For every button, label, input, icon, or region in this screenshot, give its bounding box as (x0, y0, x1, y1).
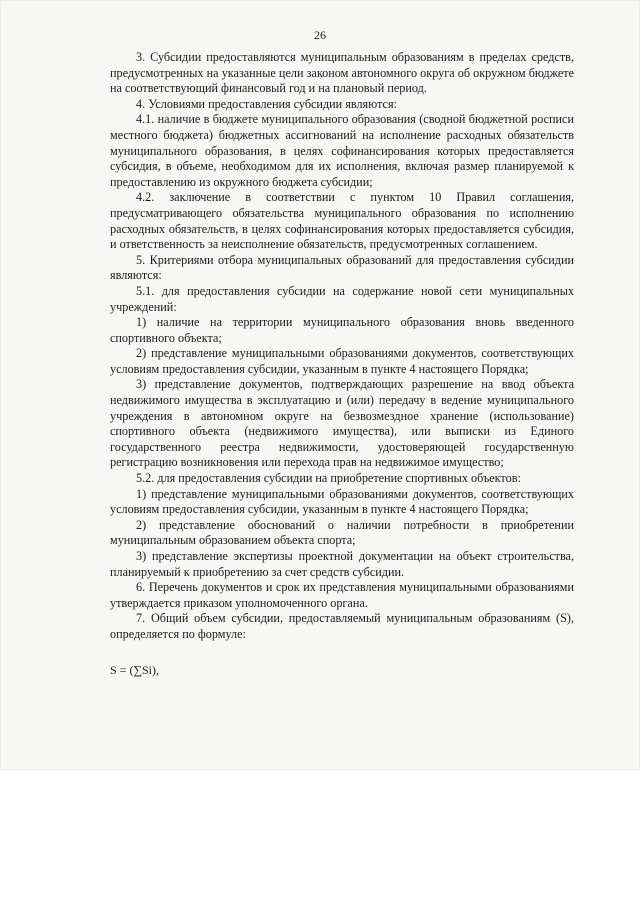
paragraph-4-1: 4.1. наличие в бюджете муниципального образования (сводной бюджетной росписи местного бюджета) бюджетных ассигнований на исполнение расходных обязательств муниципального образования, в целях софинансирования которых предоставляется субсидия, в объеме, необходимом для их исполнения, включая размер планируемой к предоставлению из окружного бюджета субсидии; (110, 112, 574, 189)
page-number: 26 (314, 28, 326, 42)
paragraph-5: 5. Критериями отбора муниципальных образований для предоставления субсидии являются: (110, 252, 574, 283)
paragraph-3: 3. Субсидии предоставляются муниципальным образованиям в пределах средств, предусмотренных на указанные цели законом автономного округа об окружном бюджете на соответствующий финансовый год и на плановый период. (110, 50, 574, 96)
formula: S = (∑Si), (110, 662, 159, 677)
paragraph-5-2-item-3: 3) представление экспертизы проектной документации на объект строительства, планируемый к приобретению за счет средств субсидии. (110, 549, 574, 579)
paragraph-5-1-item-3: 3) представление документов, подтверждающих разрешение на ввод объекта недвижимого имущества в эксплуатацию и (или) передачу в ведение муниципального учреждения в автономном округе на безвозмездное хранение (использование) спортивного объекта (недвижимого имущества), или выписки из Единого государственного реестра недвижимости, удостоверяющей государственную регистрацию возникновения или перехода прав на недвижимое имущество; (110, 377, 574, 470)
paragraph-5-2: 5.2. для предоставления субсидии на приобретение спортивных объектов: (136, 471, 521, 486)
paragraph-5-2-item-1: 1) представление муниципальными образованиями документов, соответствующих условиям предоставления субсидии, указанным в пункте 4 настоящего Порядка; (110, 486, 574, 517)
paragraph-6: 6. Перечень документов и срок их представления муниципальными образованиями утверждается приказом уполномоченного органа. (110, 580, 574, 610)
paragraph-4-2: 4.2. заключение в соответствии с пунктом 10 Правил соглашения, предусматривающего обязательства муниципального образования по исполнению расходных обязательств, в целях софинансирования которых предоставляется субсидия, и ответственность за неисполнение обязательств, предусмотренных соглашением. (110, 190, 574, 252)
blank-area (0, 770, 640, 905)
paragraph-4: 4. Условиями предоставления субсидии являются: (136, 96, 397, 111)
paragraph-5-1-item-1: 1) наличие на территории муниципального образования вновь введенного спортивного объекта; (110, 315, 574, 345)
paragraph-5-1: 5.1. для предоставления субсидии на содержание новой сети муниципальных учреждений: (110, 283, 574, 314)
paragraph-5-1-item-2: 2) представление муниципальными образованиями документов, соответствующих условиям предоставления субсидии, указанным в пункте 4 настоящего Порядка; (110, 346, 574, 376)
paragraph-7: 7. Общий объем субсидии, предоставляемый муниципальным образованиям (S), определяется по формуле: (110, 611, 574, 641)
document-body (110, 50, 574, 678)
paragraph-5-2-item-2: 2) представление обоснований о наличии потребности в приобретении муниципальным образованием объекта спорта; (110, 517, 574, 548)
